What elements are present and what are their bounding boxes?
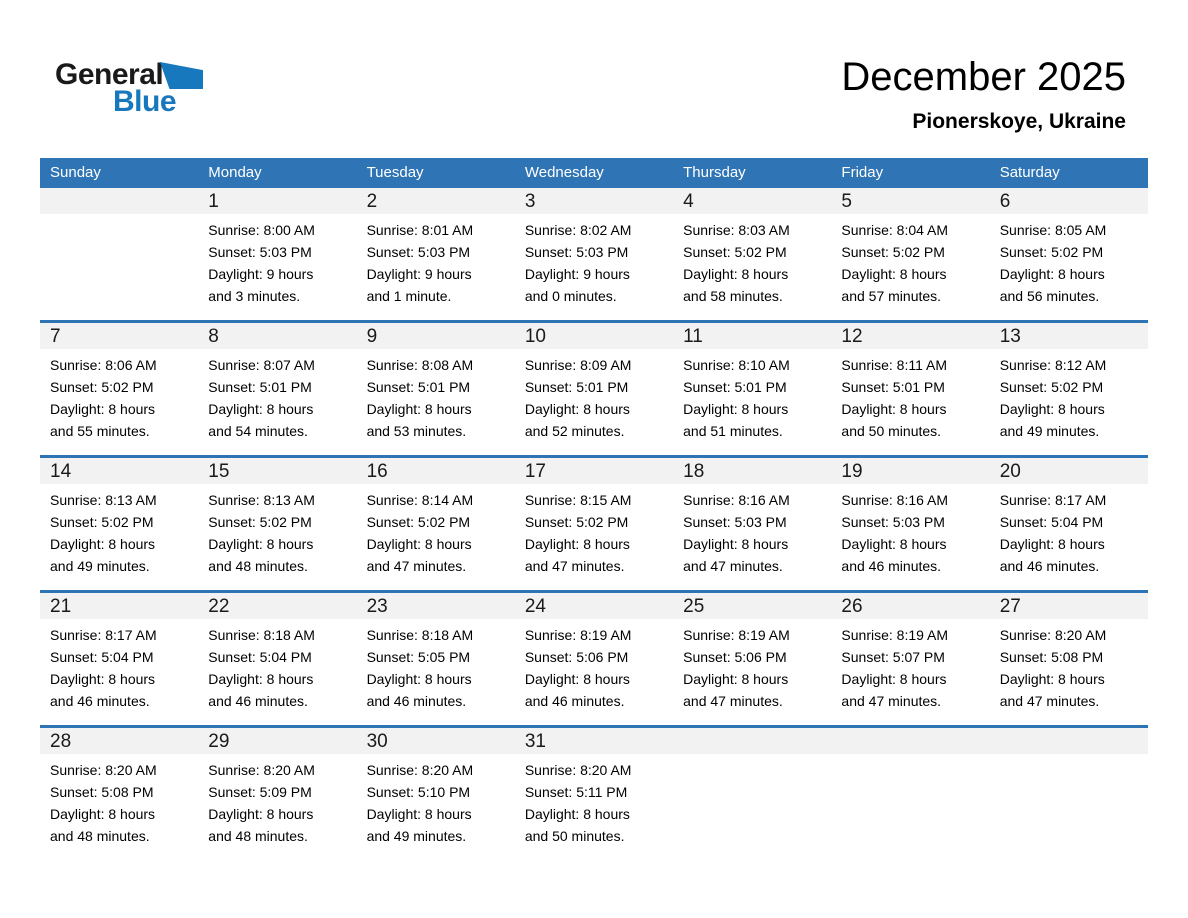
daylight-text-line2: and 0 minutes. bbox=[524, 288, 617, 304]
daylight-text-line1: Daylight: 8 hours bbox=[841, 671, 947, 687]
day-number-26: 26 bbox=[841, 596, 863, 617]
sunrise-text: Sunrise: 8:19 AM bbox=[841, 627, 949, 643]
sunset-text: Sunset: 5:08 PM bbox=[999, 649, 1104, 665]
day-number-14: 14 bbox=[50, 461, 72, 482]
day-number-2: 2 bbox=[366, 191, 378, 212]
daylight-text-line2: and 46 minutes. bbox=[208, 693, 308, 709]
day-number-15: 15 bbox=[208, 461, 230, 482]
daylight-text-line1: Daylight: 8 hours bbox=[683, 671, 789, 687]
daylight-text-line2: and 54 minutes. bbox=[208, 423, 308, 439]
sunset-text: Sunset: 5:01 PM bbox=[208, 379, 312, 395]
day-number-band bbox=[40, 593, 1148, 619]
daylight-text-line1: Daylight: 8 hours bbox=[524, 671, 630, 687]
day-number-10: 10 bbox=[524, 326, 546, 347]
day-number-27: 27 bbox=[999, 596, 1021, 617]
daylight-text-line2: and 48 minutes. bbox=[50, 828, 150, 844]
day-number-band bbox=[40, 323, 1148, 349]
day-details-row bbox=[40, 349, 1148, 455]
day-details-row bbox=[40, 214, 1148, 320]
sunset-text: Sunset: 5:02 PM bbox=[366, 514, 471, 530]
calendar-week-row-1 bbox=[40, 188, 1148, 320]
sunset-text: Sunset: 5:05 PM bbox=[366, 649, 471, 665]
day-cell-27 bbox=[990, 619, 1148, 725]
daylight-text-line1: Daylight: 8 hours bbox=[524, 536, 630, 552]
day-cell-5 bbox=[831, 214, 989, 320]
daylight-text-line2: and 53 minutes. bbox=[366, 423, 467, 439]
day-cell-4 bbox=[673, 214, 831, 320]
daylight-text-line1: Daylight: 8 hours bbox=[208, 671, 314, 687]
calendar-week-row-2 bbox=[40, 320, 1148, 455]
daylight-text-line2: and 50 minutes. bbox=[841, 423, 942, 439]
sunrise-text: Sunrise: 8:20 AM bbox=[50, 762, 157, 778]
general-blue-logo bbox=[55, 60, 225, 122]
sunset-text: Sunset: 5:03 PM bbox=[366, 244, 471, 260]
day-cell-29 bbox=[198, 754, 356, 860]
day-number-19: 19 bbox=[841, 461, 863, 482]
daylight-text-line2: and 46 minutes. bbox=[366, 693, 467, 709]
day-cell-25 bbox=[673, 619, 831, 725]
day-number-11: 11 bbox=[683, 326, 703, 347]
day-cell-1 bbox=[198, 214, 356, 320]
day-cell-9 bbox=[357, 349, 515, 455]
day-cell-15 bbox=[198, 484, 356, 590]
day-number-28: 28 bbox=[50, 731, 72, 752]
day-number-1: 1 bbox=[208, 191, 219, 212]
sunset-text: Sunset: 5:04 PM bbox=[208, 649, 312, 665]
day-cell-18 bbox=[673, 484, 831, 590]
daylight-text-line1: Daylight: 8 hours bbox=[841, 401, 947, 417]
day-cell-2 bbox=[357, 214, 515, 320]
sunset-text: Sunset: 5:10 PM bbox=[366, 784, 471, 800]
day-cell-6 bbox=[990, 214, 1148, 320]
sunrise-text: Sunrise: 8:05 AM bbox=[999, 222, 1107, 238]
sunset-text: Sunset: 5:02 PM bbox=[50, 379, 154, 395]
sunrise-text: Sunrise: 8:17 AM bbox=[999, 492, 1107, 508]
sunset-text: Sunset: 5:03 PM bbox=[524, 244, 629, 260]
sunrise-text: Sunrise: 8:15 AM bbox=[524, 492, 632, 508]
weekday-header-saturday: Saturday bbox=[999, 164, 1060, 181]
sunset-text: Sunset: 5:03 PM bbox=[208, 244, 312, 260]
daylight-text-line1: Daylight: 9 hours bbox=[366, 266, 472, 282]
day-details-row bbox=[40, 484, 1148, 590]
day-number-21: 21 bbox=[50, 596, 72, 617]
daylight-text-line2: and 47 minutes. bbox=[999, 693, 1100, 709]
logo-text-general: General bbox=[55, 58, 164, 91]
sunrise-text: Sunrise: 8:06 AM bbox=[50, 357, 157, 373]
daylight-text-line1: Daylight: 8 hours bbox=[999, 671, 1105, 687]
sunset-text: Sunset: 5:06 PM bbox=[683, 649, 787, 665]
sunset-text: Sunset: 5:02 PM bbox=[999, 244, 1104, 260]
daylight-text-line2: and 50 minutes. bbox=[524, 828, 625, 844]
sunrise-text: Sunrise: 8:00 AM bbox=[208, 222, 315, 238]
day-number-22: 22 bbox=[208, 596, 230, 617]
sunset-text: Sunset: 5:02 PM bbox=[208, 514, 312, 530]
day-number-29: 29 bbox=[208, 731, 230, 752]
page-header bbox=[841, 55, 1126, 133]
day-cell-16 bbox=[357, 484, 515, 590]
empty-day-cell bbox=[990, 754, 1148, 860]
day-number-23: 23 bbox=[366, 596, 388, 617]
sunrise-text: Sunrise: 8:09 AM bbox=[524, 357, 632, 373]
day-cell-12 bbox=[831, 349, 989, 455]
day-cell-17 bbox=[515, 484, 673, 590]
daylight-text-line1: Daylight: 8 hours bbox=[366, 401, 472, 417]
day-number-band bbox=[40, 458, 1148, 484]
sunset-text: Sunset: 5:03 PM bbox=[683, 514, 787, 530]
daylight-text-line1: Daylight: 8 hours bbox=[999, 401, 1105, 417]
day-cell-19 bbox=[831, 484, 989, 590]
sunset-text: Sunset: 5:04 PM bbox=[50, 649, 154, 665]
day-number-31: 31 bbox=[524, 731, 546, 752]
day-number-20: 20 bbox=[999, 461, 1021, 482]
daylight-text-line1: Daylight: 8 hours bbox=[524, 806, 630, 822]
day-number-13: 13 bbox=[999, 326, 1021, 347]
daylight-text-line2: and 57 minutes. bbox=[841, 288, 942, 304]
empty-day-cell bbox=[673, 754, 831, 860]
daylight-text-line2: and 47 minutes. bbox=[841, 693, 942, 709]
daylight-text-line2: and 1 minute. bbox=[366, 288, 452, 304]
daylight-text-line2: and 58 minutes. bbox=[683, 288, 783, 304]
day-cell-28 bbox=[40, 754, 198, 860]
sunset-text: Sunset: 5:01 PM bbox=[841, 379, 945, 395]
sunset-text: Sunset: 5:02 PM bbox=[683, 244, 787, 260]
sunset-text: Sunset: 5:07 PM bbox=[841, 649, 945, 665]
daylight-text-line1: Daylight: 9 hours bbox=[208, 266, 314, 282]
day-cell-3 bbox=[515, 214, 673, 320]
daylight-text-line1: Daylight: 8 hours bbox=[50, 401, 156, 417]
daylight-text-line1: Daylight: 8 hours bbox=[366, 536, 472, 552]
sunrise-text: Sunrise: 8:08 AM bbox=[366, 357, 474, 373]
logo-text-blue: Blue bbox=[113, 85, 177, 118]
day-cell-10 bbox=[515, 349, 673, 455]
sunrise-text: Sunrise: 8:02 AM bbox=[524, 222, 632, 238]
empty-day-cell bbox=[40, 214, 198, 320]
day-number-empty bbox=[990, 728, 1148, 754]
sunset-text: Sunset: 5:02 PM bbox=[524, 514, 629, 530]
day-number-4: 4 bbox=[683, 191, 694, 212]
daylight-text-line1: Daylight: 8 hours bbox=[366, 671, 472, 687]
daylight-text-line2: and 55 minutes. bbox=[50, 423, 150, 439]
calendar-weeks bbox=[40, 188, 1148, 860]
weekday-header-friday: Friday bbox=[841, 164, 884, 181]
day-number-empty bbox=[673, 728, 831, 754]
daylight-text-line1: Daylight: 8 hours bbox=[208, 536, 314, 552]
sunrise-text: Sunrise: 8:13 AM bbox=[50, 492, 157, 508]
weekday-header-wednesday: Wednesday bbox=[524, 164, 604, 181]
daylight-text-line1: Daylight: 8 hours bbox=[999, 266, 1105, 282]
weekday-header-thursday: Thursday bbox=[683, 164, 746, 181]
sunset-text: Sunset: 5:02 PM bbox=[841, 244, 945, 260]
sunrise-text: Sunrise: 8:16 AM bbox=[841, 492, 949, 508]
daylight-text-line2: and 49 minutes. bbox=[50, 558, 150, 574]
daylight-text-line1: Daylight: 8 hours bbox=[524, 401, 630, 417]
daylight-text-line2: and 47 minutes. bbox=[524, 558, 625, 574]
daylight-text-line1: Daylight: 8 hours bbox=[841, 266, 947, 282]
day-cell-23 bbox=[357, 619, 515, 725]
day-cell-30 bbox=[357, 754, 515, 860]
daylight-text-line2: and 47 minutes. bbox=[683, 693, 783, 709]
day-cell-20 bbox=[990, 484, 1148, 590]
daylight-text-line1: Daylight: 8 hours bbox=[683, 536, 789, 552]
sunrise-text: Sunrise: 8:20 AM bbox=[208, 762, 315, 778]
sunrise-text: Sunrise: 8:14 AM bbox=[366, 492, 474, 508]
day-number-12: 12 bbox=[841, 326, 863, 347]
daylight-text-line1: Daylight: 8 hours bbox=[208, 806, 314, 822]
day-cell-26 bbox=[831, 619, 989, 725]
daylight-text-line2: and 49 minutes. bbox=[999, 423, 1100, 439]
daylight-text-line2: and 49 minutes. bbox=[366, 828, 467, 844]
day-number-18: 18 bbox=[683, 461, 705, 482]
sunset-text: Sunset: 5:01 PM bbox=[366, 379, 471, 395]
day-cell-11 bbox=[673, 349, 831, 455]
weekday-header-sunday: Sunday bbox=[50, 164, 101, 181]
daylight-text-line1: Daylight: 8 hours bbox=[208, 401, 314, 417]
sunset-text: Sunset: 5:03 PM bbox=[841, 514, 945, 530]
daylight-text-line2: and 46 minutes. bbox=[999, 558, 1100, 574]
sunrise-text: Sunrise: 8:04 AM bbox=[841, 222, 949, 238]
daylight-text-line2: and 48 minutes. bbox=[208, 558, 308, 574]
sunrise-text: Sunrise: 8:07 AM bbox=[208, 357, 315, 373]
day-cell-21 bbox=[40, 619, 198, 725]
day-cell-24 bbox=[515, 619, 673, 725]
sunset-text: Sunset: 5:11 PM bbox=[524, 784, 628, 800]
weekday-header-tuesday: Tuesday bbox=[366, 164, 424, 181]
day-cell-22 bbox=[198, 619, 356, 725]
sunset-text: Sunset: 5:04 PM bbox=[999, 514, 1104, 530]
sunrise-text: Sunrise: 8:20 AM bbox=[366, 762, 474, 778]
sunrise-text: Sunrise: 8:19 AM bbox=[683, 627, 790, 643]
day-number-17: 17 bbox=[524, 461, 546, 482]
sunset-text: Sunset: 5:02 PM bbox=[999, 379, 1104, 395]
sunset-text: Sunset: 5:01 PM bbox=[683, 379, 787, 395]
day-details-row bbox=[40, 754, 1148, 860]
sunrise-text: Sunrise: 8:13 AM bbox=[208, 492, 315, 508]
daylight-text-line1: Daylight: 8 hours bbox=[50, 536, 156, 552]
sunset-text: Sunset: 5:08 PM bbox=[50, 784, 154, 800]
sunrise-text: Sunrise: 8:18 AM bbox=[366, 627, 474, 643]
day-number-7: 7 bbox=[50, 326, 61, 347]
day-number-empty bbox=[831, 728, 989, 754]
calendar-week-row-3 bbox=[40, 455, 1148, 590]
sunrise-text: Sunrise: 8:10 AM bbox=[683, 357, 790, 373]
day-number-6: 6 bbox=[999, 191, 1011, 212]
day-number-25: 25 bbox=[683, 596, 705, 617]
location-subtitle: Pionerskoye, Ukraine bbox=[912, 110, 1126, 133]
empty-day-cell bbox=[831, 754, 989, 860]
sunset-text: Sunset: 5:09 PM bbox=[208, 784, 312, 800]
daylight-text-line2: and 52 minutes. bbox=[524, 423, 625, 439]
weekday-header-row bbox=[40, 158, 1148, 188]
sunrise-text: Sunrise: 8:20 AM bbox=[524, 762, 632, 778]
sunrise-text: Sunrise: 8:18 AM bbox=[208, 627, 315, 643]
daylight-text-line2: and 47 minutes. bbox=[366, 558, 467, 574]
calendar-week-row-5 bbox=[40, 725, 1148, 860]
weekday-header-monday: Monday bbox=[208, 164, 262, 181]
calendar-week-row-4 bbox=[40, 590, 1148, 725]
month-title: December 2025 bbox=[841, 55, 1126, 99]
daylight-text-line1: Daylight: 8 hours bbox=[841, 536, 947, 552]
daylight-text-line2: and 46 minutes. bbox=[841, 558, 942, 574]
sunrise-text: Sunrise: 8:17 AM bbox=[50, 627, 157, 643]
day-number-8: 8 bbox=[208, 326, 219, 347]
day-number-5: 5 bbox=[841, 191, 852, 212]
sunrise-text: Sunrise: 8:12 AM bbox=[999, 357, 1107, 373]
daylight-text-line1: Daylight: 8 hours bbox=[683, 401, 789, 417]
sunrise-text: Sunrise: 8:19 AM bbox=[524, 627, 632, 643]
calendar-table bbox=[40, 158, 1148, 860]
daylight-text-line1: Daylight: 8 hours bbox=[366, 806, 472, 822]
daylight-text-line1: Daylight: 8 hours bbox=[999, 536, 1105, 552]
sunset-text: Sunset: 5:01 PM bbox=[524, 379, 629, 395]
day-cell-31 bbox=[515, 754, 673, 860]
daylight-text-line2: and 3 minutes. bbox=[208, 288, 301, 304]
sunrise-text: Sunrise: 8:01 AM bbox=[366, 222, 474, 238]
daylight-text-line1: Daylight: 8 hours bbox=[50, 806, 156, 822]
day-details-row bbox=[40, 619, 1148, 725]
day-number-16: 16 bbox=[366, 461, 388, 482]
daylight-text-line2: and 46 minutes. bbox=[50, 693, 150, 709]
day-number-24: 24 bbox=[524, 596, 546, 617]
daylight-text-line2: and 51 minutes. bbox=[683, 423, 783, 439]
sunrise-text: Sunrise: 8:11 AM bbox=[841, 357, 947, 373]
sunrise-text: Sunrise: 8:03 AM bbox=[683, 222, 790, 238]
daylight-text-line2: and 46 minutes. bbox=[524, 693, 625, 709]
day-cell-7 bbox=[40, 349, 198, 455]
daylight-text-line2: and 48 minutes. bbox=[208, 828, 308, 844]
day-number-30: 30 bbox=[366, 731, 388, 752]
daylight-text-line1: Daylight: 9 hours bbox=[524, 266, 630, 282]
sunrise-text: Sunrise: 8:20 AM bbox=[999, 627, 1107, 643]
day-number-9: 9 bbox=[366, 326, 378, 347]
day-number-3: 3 bbox=[524, 191, 536, 212]
daylight-text-line2: and 47 minutes. bbox=[683, 558, 783, 574]
day-number-empty bbox=[40, 188, 198, 214]
daylight-text-line2: and 56 minutes. bbox=[999, 288, 1100, 304]
daylight-text-line1: Daylight: 8 hours bbox=[683, 266, 789, 282]
sunset-text: Sunset: 5:06 PM bbox=[524, 649, 629, 665]
day-cell-14 bbox=[40, 484, 198, 590]
day-cell-13 bbox=[990, 349, 1148, 455]
daylight-text-line1: Daylight: 8 hours bbox=[50, 671, 156, 687]
sunrise-text: Sunrise: 8:16 AM bbox=[683, 492, 790, 508]
day-number-band bbox=[40, 188, 1148, 214]
day-cell-8 bbox=[198, 349, 356, 455]
day-number-band bbox=[40, 728, 1148, 754]
sunset-text: Sunset: 5:02 PM bbox=[50, 514, 154, 530]
